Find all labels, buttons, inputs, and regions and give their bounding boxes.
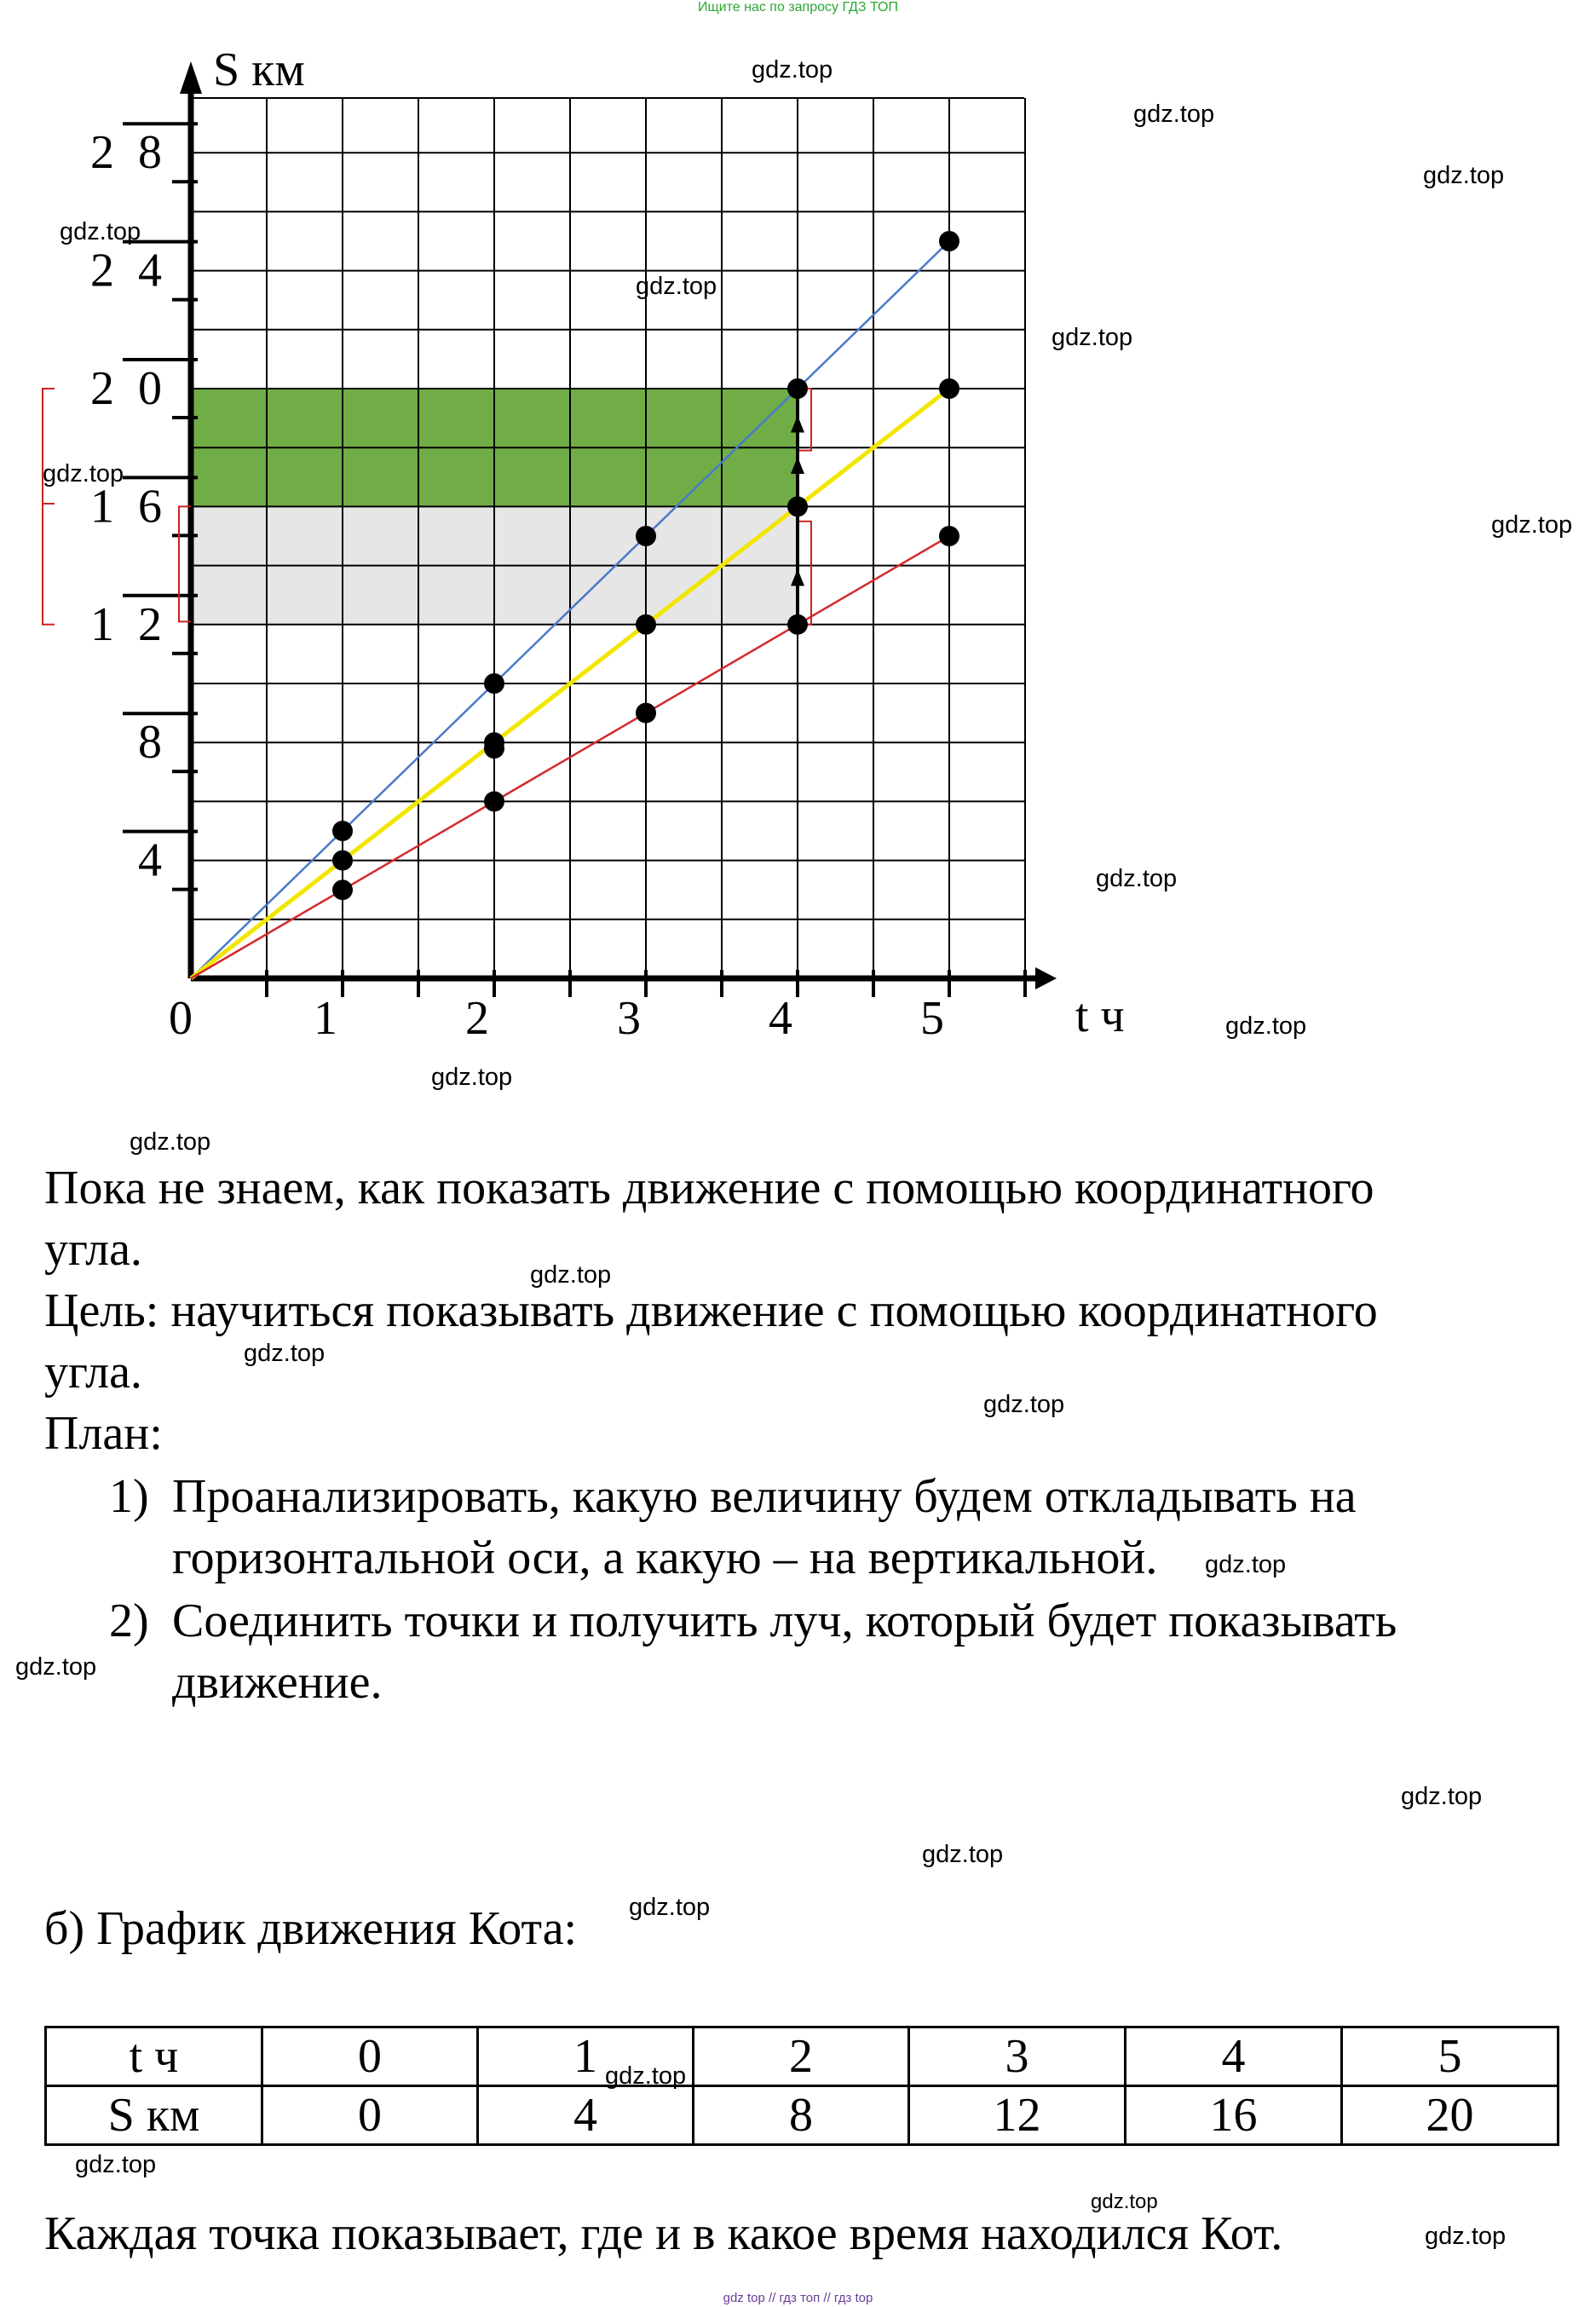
x-tick-label: 2 — [465, 992, 489, 1040]
para1-line1: Пока не знаем, как показать движение с помощью координатного — [44, 1162, 1374, 1214]
data-point-blue — [787, 378, 808, 399]
data-point-blue — [939, 231, 959, 251]
table-cell: 3 — [909, 2027, 1126, 2086]
plan-item-1-number: 1) — [109, 1470, 149, 1523]
y-tick-label: 8 — [138, 716, 162, 770]
plan-item-2-line2: движение. — [172, 1656, 383, 1709]
goal-line1: Цель: научиться показывать движение с помощью координатного — [44, 1284, 1378, 1337]
conclusion-text: Каждая точка показывает, где и в какое время находился Кот. — [44, 2207, 1283, 2260]
watermark: gdz.top — [922, 1841, 1004, 1868]
watermark: gdz.top — [1205, 1551, 1287, 1578]
watermark: gdz.top — [1096, 865, 1178, 892]
data-point-red — [939, 526, 959, 546]
y-tick-label: 2 8 — [90, 126, 162, 180]
watermark: gdz.top — [244, 1340, 326, 1367]
watermark: gdz.top — [1423, 162, 1505, 189]
watermark: gdz.top — [1491, 511, 1573, 539]
x-tick-label: 1 — [314, 992, 337, 1040]
watermark: gdz.top — [636, 273, 717, 300]
data-point-yellow — [332, 851, 353, 871]
y-tick-label: 1 6 — [90, 480, 162, 533]
watermark: gdz.top — [1052, 324, 1133, 351]
watermark: gdz.top — [752, 56, 833, 84]
watermark: gdz.top — [1401, 1783, 1483, 1810]
para1-line2: угла. — [44, 1223, 142, 1276]
table-cell: 5 — [1342, 2027, 1559, 2086]
table-row-time — [46, 2027, 1559, 2086]
watermark: gdz.top — [60, 218, 141, 245]
data-point-red — [787, 614, 808, 635]
watermark: gdz.top — [605, 2062, 687, 2090]
x-axis-label: t ч — [1075, 989, 1125, 1040]
data-point-red — [332, 880, 353, 900]
data-point-yellow — [636, 614, 656, 635]
top-banner[interactable]: Ищите нас по запросу ГДЗ ТОП — [698, 0, 898, 14]
watermark: gdz.top — [130, 1128, 211, 1156]
x-tick-label: 3 — [617, 992, 641, 1040]
plan-item-1-line1: Проанализировать, какую величину будем откладывать на — [172, 1470, 1357, 1523]
table-header-time: t ч — [46, 2027, 262, 2086]
y-tick-label: 1 2 — [90, 597, 162, 651]
plan-item-2-number: 2) — [109, 1595, 149, 1647]
watermark: gdz.top — [1133, 101, 1215, 128]
plan-item-2-line1: Соединить точки и получить луч, который будет показывать — [172, 1595, 1397, 1647]
data-point-yellow — [939, 378, 959, 399]
table-cell: 8 — [694, 2086, 909, 2145]
bracket-right-lower — [799, 522, 811, 625]
x-tick-label: 4 — [769, 992, 792, 1040]
plan-item-1-line2: горизонтальной оси, а какую – на вертикальной. — [172, 1531, 1158, 1584]
data-point-blue — [332, 821, 353, 841]
table-cell: 4 — [478, 2086, 694, 2145]
origin-label: 0 — [169, 992, 193, 1040]
y-tick-label: 2 4 — [90, 244, 162, 297]
section-b-title: б) График движения Кота: — [44, 1902, 578, 1955]
y-axis-arrow — [180, 61, 202, 94]
data-point-red — [484, 791, 504, 811]
y-axis-label: S км — [213, 43, 305, 96]
x-axis-arrow — [1035, 967, 1057, 989]
table-cell: 0 — [262, 2086, 478, 2145]
motion-graph — [0, 0, 1596, 1040]
table-cell: 20 — [1342, 2086, 1559, 2145]
data-point-blue — [636, 526, 656, 546]
table-cell: 12 — [909, 2086, 1126, 2145]
data-point-yellow — [787, 496, 808, 516]
plan-title: План: — [44, 1407, 163, 1460]
data-point-blue — [484, 673, 504, 694]
y-tick-label: 2 0 — [90, 362, 162, 415]
table-cell: 0 — [262, 2027, 478, 2086]
goal-line2: угла. — [44, 1346, 142, 1399]
watermark: gdz.top — [1225, 1012, 1307, 1040]
table-cell: 4 — [1126, 2027, 1342, 2086]
table-cell: 16 — [1126, 2086, 1342, 2145]
table-header-distance: S км — [46, 2086, 262, 2145]
table-row-distance — [46, 2086, 1559, 2145]
cat-motion-table — [44, 2026, 1559, 2146]
watermark: gdz.top — [530, 1261, 612, 1289]
watermark: gdz.top — [431, 1064, 513, 1091]
table-cell: 2 — [694, 2027, 909, 2086]
watermark: gdz.top — [629, 1894, 711, 1921]
x-tick-label: 5 — [920, 992, 944, 1040]
watermark: gdz.top — [15, 1653, 97, 1681]
watermark: gdz.top — [983, 1391, 1065, 1418]
watermark: gdz.top — [1425, 2223, 1507, 2250]
watermark: gdz.top — [75, 2151, 157, 2178]
bracket-left-lower — [43, 504, 55, 625]
data-point-red — [636, 703, 656, 724]
data-point-extra — [484, 738, 504, 758]
y-tick-label: 4 — [138, 833, 162, 887]
footer-links[interactable]: gdz top // гдз топ // гдз top — [723, 2291, 873, 2305]
watermark: gdz.top — [1091, 2190, 1158, 2213]
watermark: gdz.top — [43, 460, 124, 487]
table-cell: 1 — [478, 2027, 694, 2086]
